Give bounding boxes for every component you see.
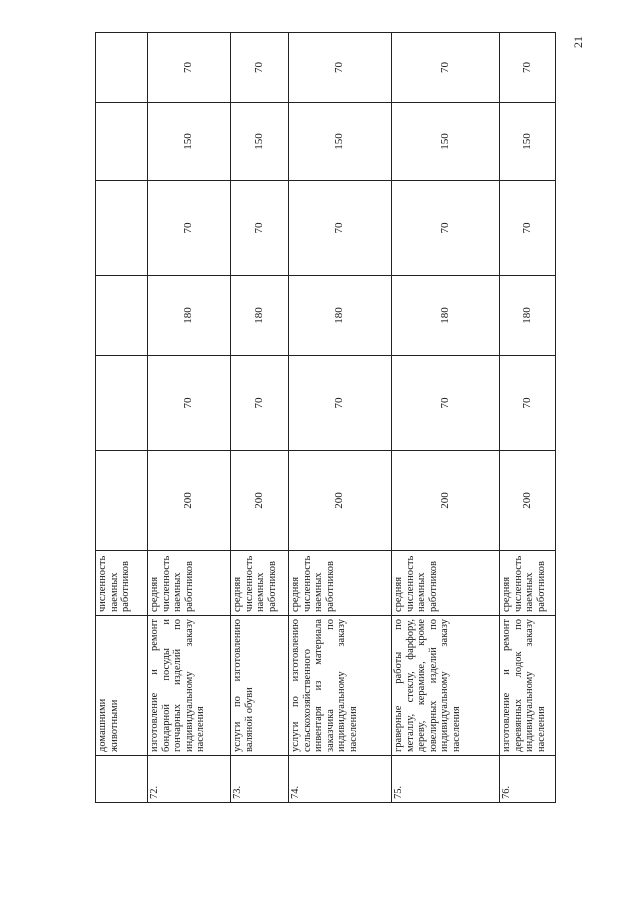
physical-indicator: средняя численность наемных работников (148, 551, 231, 616)
table-row (289, 33, 392, 803)
activity-description: изготовление и ремонт деревянных лодок по индивидуальному заказу населения (500, 616, 556, 756)
table-row (500, 33, 556, 803)
value-cell: 180 (148, 276, 231, 356)
value-cell: 70 (392, 356, 500, 451)
value-cell: 70 (392, 181, 500, 276)
row-number: 72. (148, 756, 231, 803)
activity-description: услуги по изготовлению валяной обуви (231, 616, 289, 756)
value-cell: 70 (289, 181, 392, 276)
value-cell: 200 (148, 451, 231, 551)
value-cell: 150 (289, 103, 392, 181)
value-cell: 200 (289, 451, 392, 551)
value-cell: 150 (392, 103, 500, 181)
value-cell: 70 (289, 356, 392, 451)
table-row (231, 33, 289, 803)
physical-indicator: численность наемных работников (96, 551, 148, 616)
rotated-table-container (95, 33, 555, 803)
value-cell: 150 (231, 103, 289, 181)
value-cell: 200 (500, 451, 556, 551)
value-cell: 70 (148, 181, 231, 276)
table-row-continuation (96, 33, 148, 803)
row-number: 74. (289, 756, 392, 803)
value-cell: 70 (231, 181, 289, 276)
value-cell: 150 (500, 103, 556, 181)
row-number (96, 756, 148, 803)
value-cell (96, 451, 148, 551)
value-cell (96, 181, 148, 276)
value-cell: 70 (289, 33, 392, 103)
value-cell: 70 (500, 33, 556, 103)
page-number: 21 (571, 36, 585, 48)
row-number: 76. (500, 756, 556, 803)
value-cell: 70 (148, 33, 231, 103)
activity-description: граверные работы по металлу, стеклу, фарфору, дереву, керамике, кроме ювелирных изделий по индивидуальному заказу населения (392, 616, 500, 756)
physical-indicator: средняя численность наемных работников (392, 551, 500, 616)
row-number: 73. (231, 756, 289, 803)
value-cell: 70 (392, 33, 500, 103)
activity-description: домашними животными (96, 616, 148, 756)
value-cell (96, 356, 148, 451)
value-cell: 180 (500, 276, 556, 356)
physical-indicator: средняя численность наемных работников (231, 551, 289, 616)
table-row (148, 33, 231, 803)
table-row (392, 33, 500, 803)
rates-table (95, 32, 556, 803)
value-cell (96, 276, 148, 356)
value-cell: 180 (289, 276, 392, 356)
activity-description: изготовление и ремонт бондарной посуды и гончарных изделий по индивидуальному заказу населения (148, 616, 231, 756)
value-cell: 200 (231, 451, 289, 551)
value-cell (96, 103, 148, 181)
value-cell: 150 (148, 103, 231, 181)
value-cell: 70 (500, 356, 556, 451)
row-number: 75. (392, 756, 500, 803)
value-cell: 70 (500, 181, 556, 276)
activity-description: услуги по изготовлению сельскохозяйственного инвентаря из материала заказчика по индивидуальному заказу населения (289, 616, 392, 756)
value-cell: 70 (148, 356, 231, 451)
physical-indicator: средняя численность наемных работников (500, 551, 556, 616)
value-cell (96, 33, 148, 103)
value-cell: 200 (392, 451, 500, 551)
value-cell: 180 (231, 276, 289, 356)
value-cell: 70 (231, 356, 289, 451)
value-cell: 70 (231, 33, 289, 103)
value-cell: 180 (392, 276, 500, 356)
physical-indicator: средняя численность наемных работников (289, 551, 392, 616)
